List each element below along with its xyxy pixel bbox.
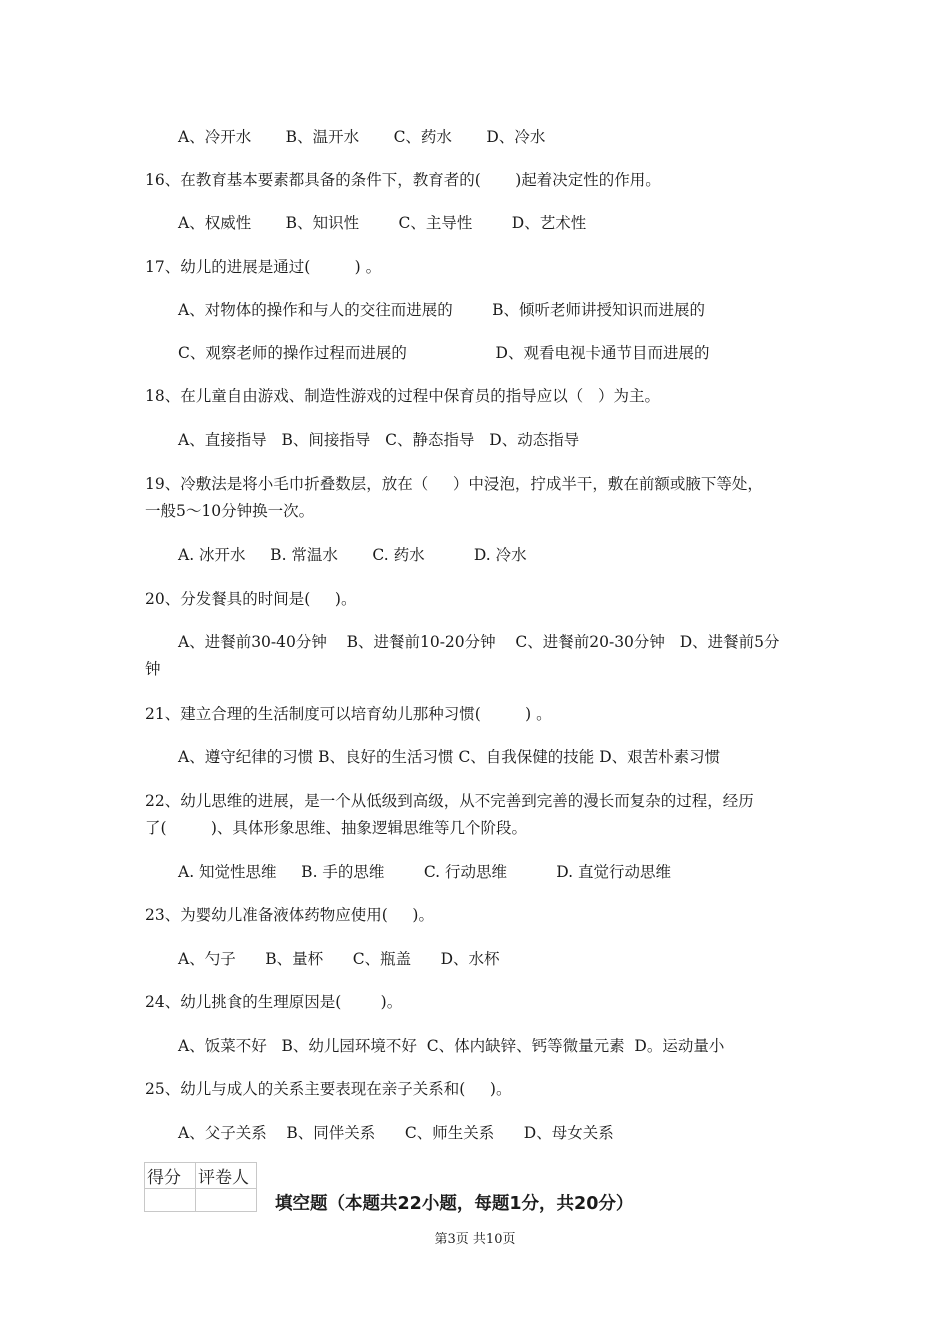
question-18: 18、在儿童自由游戏、制造性游戏的过程中保育员的指导应以（ ）为主。 [145,387,661,405]
q21-options: A、遵守纪律的习惯 B、良好的生活习惯 C、自我保健的技能 D、艰苦朴素习惯 [178,748,721,766]
question-22-line2: 了( )、具体形象思维、抽象逻辑思维等几个阶段。 [145,819,527,837]
question-20: 20、分发餐具的时间是( )。 [145,590,357,608]
question-21: 21、建立合理的生活制度可以培育幼儿那种习惯( ) 。 [145,705,552,723]
question-19-line2: 一般5～10分钟换一次。 [145,502,315,520]
q18-options: A、直接指导 B、间接指导 C、静态指导 D、动态指导 [178,431,580,449]
q20-options: A、进餐前30-40分钟 B、进餐前10-20分钟 C、进餐前20-30分钟 D、进餐前5分 [178,633,780,651]
q16-options: A、权威性 B、知识性 C、主导性 D、艺术性 [178,214,587,232]
grader-header: 评卷人 [196,1163,257,1189]
q19-options: A. 冰开水 B. 常温水 C. 药水 D. 冷水 [178,546,527,564]
question-19-line1: 19、冷敷法是将小毛巾折叠数层，放在（ ）中浸泡，拧成半干，敷在前额或腋下等处， [145,475,763,493]
q25-options: A、父子关系 B、同伴关系 C、师生关系 D、母女关系 [178,1124,614,1142]
q22-options: A. 知觉性思维 B. 手的思维 C. 行动思维 D. 直觉行动思维 [178,863,672,881]
grader-cell [196,1189,257,1212]
q15-options: A、冷开水 B、温开水 C、药水 D、冷水 [178,128,546,146]
score-box [144,1162,257,1212]
question-23: 23、为婴幼儿准备液体药物应使用( )。 [145,906,434,924]
question-25: 25、幼儿与成人的关系主要表现在亲子关系和( )。 [145,1080,512,1098]
page-footer: 第3页 共10页 [434,1232,516,1247]
question-22-line1: 22、幼儿思维的进展，是一个从低级到高级，从不完善到完善的漫长而复杂的过程，经历 [145,792,754,810]
q24-options: A、饭菜不好 B、幼儿园环境不好 C、体内缺锌、钙等微量元素 D。运动量小 [178,1037,725,1055]
q17-options-ab: A、对物体的操作和与人的交往而进展的 B、倾听老师讲授知识而进展的 [178,301,706,319]
section-title: 填空题（本题共22小题，每题1分，共20分） [275,1194,634,1214]
q20-options-cont: 钟 [145,660,161,678]
question-16: 16、在教育基本要素都具备的条件下，教育者的( )起着决定性的作用。 [145,171,661,189]
q23-options: A、勺子 B、量杯 C、瓶盖 D、水杯 [178,950,500,968]
q17-options-cd: C、观察老师的操作过程而进展的 D、观看电视卡通节目而进展的 [178,344,710,362]
score-header: 得分 [145,1163,196,1189]
question-17: 17、幼儿的进展是通过( ) 。 [145,258,382,276]
question-24: 24、幼儿挑食的生理原因是( )。 [145,993,403,1011]
score-cell [145,1189,196,1212]
